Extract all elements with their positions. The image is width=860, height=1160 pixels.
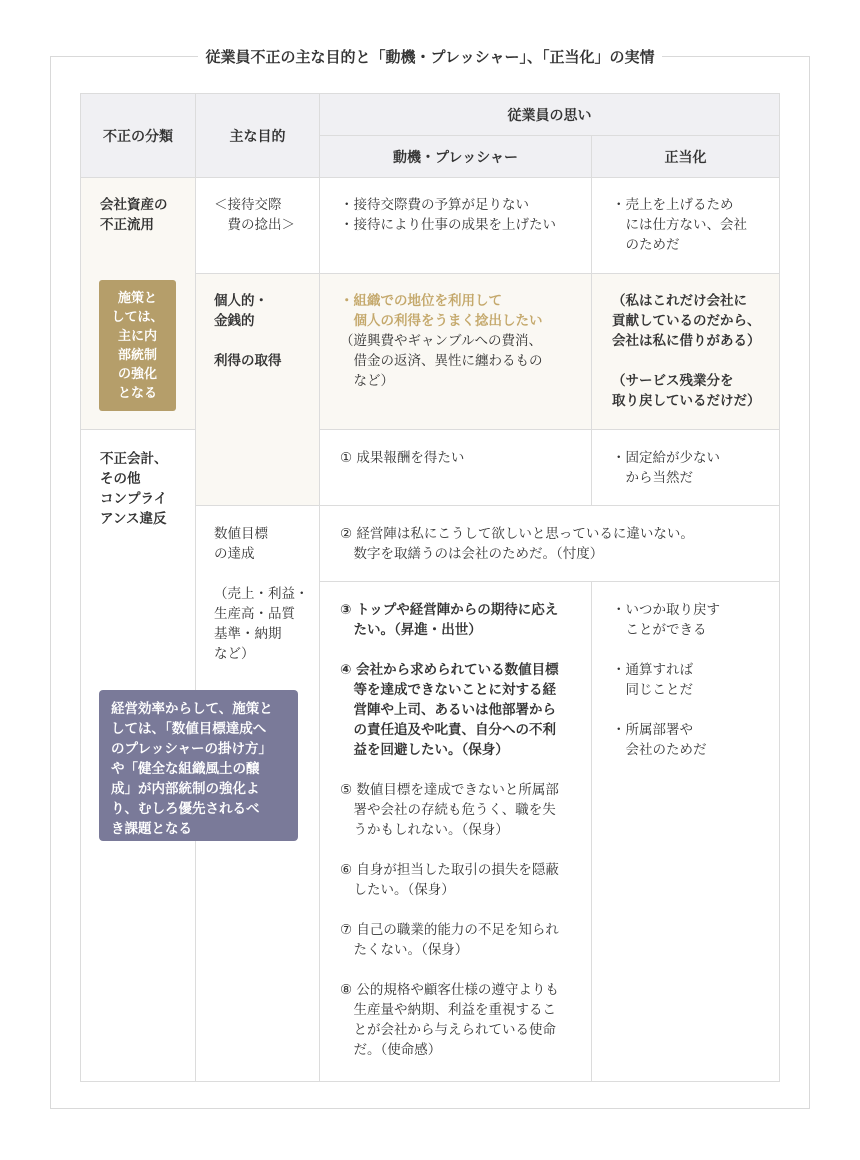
personal-just-text: （私はこれだけ会社に 貢献しているのだから、 会社は私に借りがある） （サービス残業分を 取り戻しているだけだ） (612, 293, 761, 409)
gold-note: 施策と しては、 主に内 部統制 の強化 となる (99, 280, 176, 411)
purpose-personal-label: 個人的・ 金銭的 利得の取得 (214, 293, 282, 369)
category-accounting-label: 不正会計、 その他 コンプライ アンス違反 (100, 451, 168, 527)
motive-5: ⑤ 数値目標を達成できないと所属部 署や会社の存続も危うく、職を失 うかもしれない。（保身） (340, 782, 559, 838)
motive-6: ⑥ 自身が担当した取引の損失を隠蔽 したい。（保身） (340, 862, 559, 898)
purpose-entertainment-label: ＜接待交際 費の捻出＞ (214, 197, 295, 233)
purpose-targets-label: 数値目標 の達成 （売上・利益・ 生産高・品質 基準・納期 など） (214, 526, 309, 662)
header-category: 不正の分類 (80, 93, 196, 178)
targets-just-cell (591, 581, 780, 1082)
header-purpose: 主な目的 (195, 93, 320, 178)
sontaku-text: ② 経営陣は私にこうして欲しいと思っているに違いない。 数字を取繕うのは会社のためだ。（忖度） (340, 526, 694, 562)
motive-4: ④ 会社から求められている数値目標 等を達成できないことに対する経 営陣や上司、あるいは他部署から の責任追及や叱責、自分への不利 益を回避したい。（保身） (340, 662, 559, 758)
motive-3: ③ トップや経営陣からの期待に応え たい。（昇進・出世） (340, 602, 559, 638)
reward-motive-text: ① 成果報酬を得たい (340, 450, 465, 466)
page-title: 従業員不正の主な目的と「動機・プレッシャー」、「正当化」の実情 (0, 46, 860, 67)
header-feelings: 従業員の思い (319, 93, 780, 136)
navy-note: 経営効率からして、施策と しては、「数値目標達成へ のプレッシャーの掛け方」 や「健全な組織風土の醸 成」が内部統制の強化よ り、むしろ優先されるべ き課題となる (99, 690, 298, 841)
motive-8: ⑧ 公的規格や顧客仕様の遵守よりも 生産量や納期、利益を重視するこ とが会社から与えられている使命 だ。（使命感） (340, 982, 559, 1058)
personal-motive-highlight: ・組織での地位を利用して 個人の利得をうまく捻出したい (340, 293, 543, 329)
entertainment-just-text: ・売上を上げるため には仕方ない、会社 のためだ (612, 197, 747, 253)
personal-motive-detail: （遊興費やギャンブルへの費消、 借金の返済、異性に纏わるもの など） (340, 333, 543, 389)
entertainment-motive-text: ・接待交際費の予算が足りない ・接待により仕事の成果を上げたい (340, 197, 556, 233)
justification-2: ・通算すれば 同じことだ (612, 662, 693, 698)
header-motive: 動機・プレッシャー (319, 135, 592, 178)
motive-7: ⑦ 自己の職業的能力の不足を知られ たくない。（保身） (340, 922, 559, 958)
justification-1: ・いつか取り戻す ことができる (612, 602, 720, 638)
header-justification: 正当化 (591, 135, 780, 178)
reward-just-text: ・固定給が少ない から当然だ (612, 450, 720, 486)
category-asset-label: 会社資産の 不正流用 (100, 197, 168, 233)
justification-3: ・所属部署や 会社のためだ (612, 722, 707, 758)
